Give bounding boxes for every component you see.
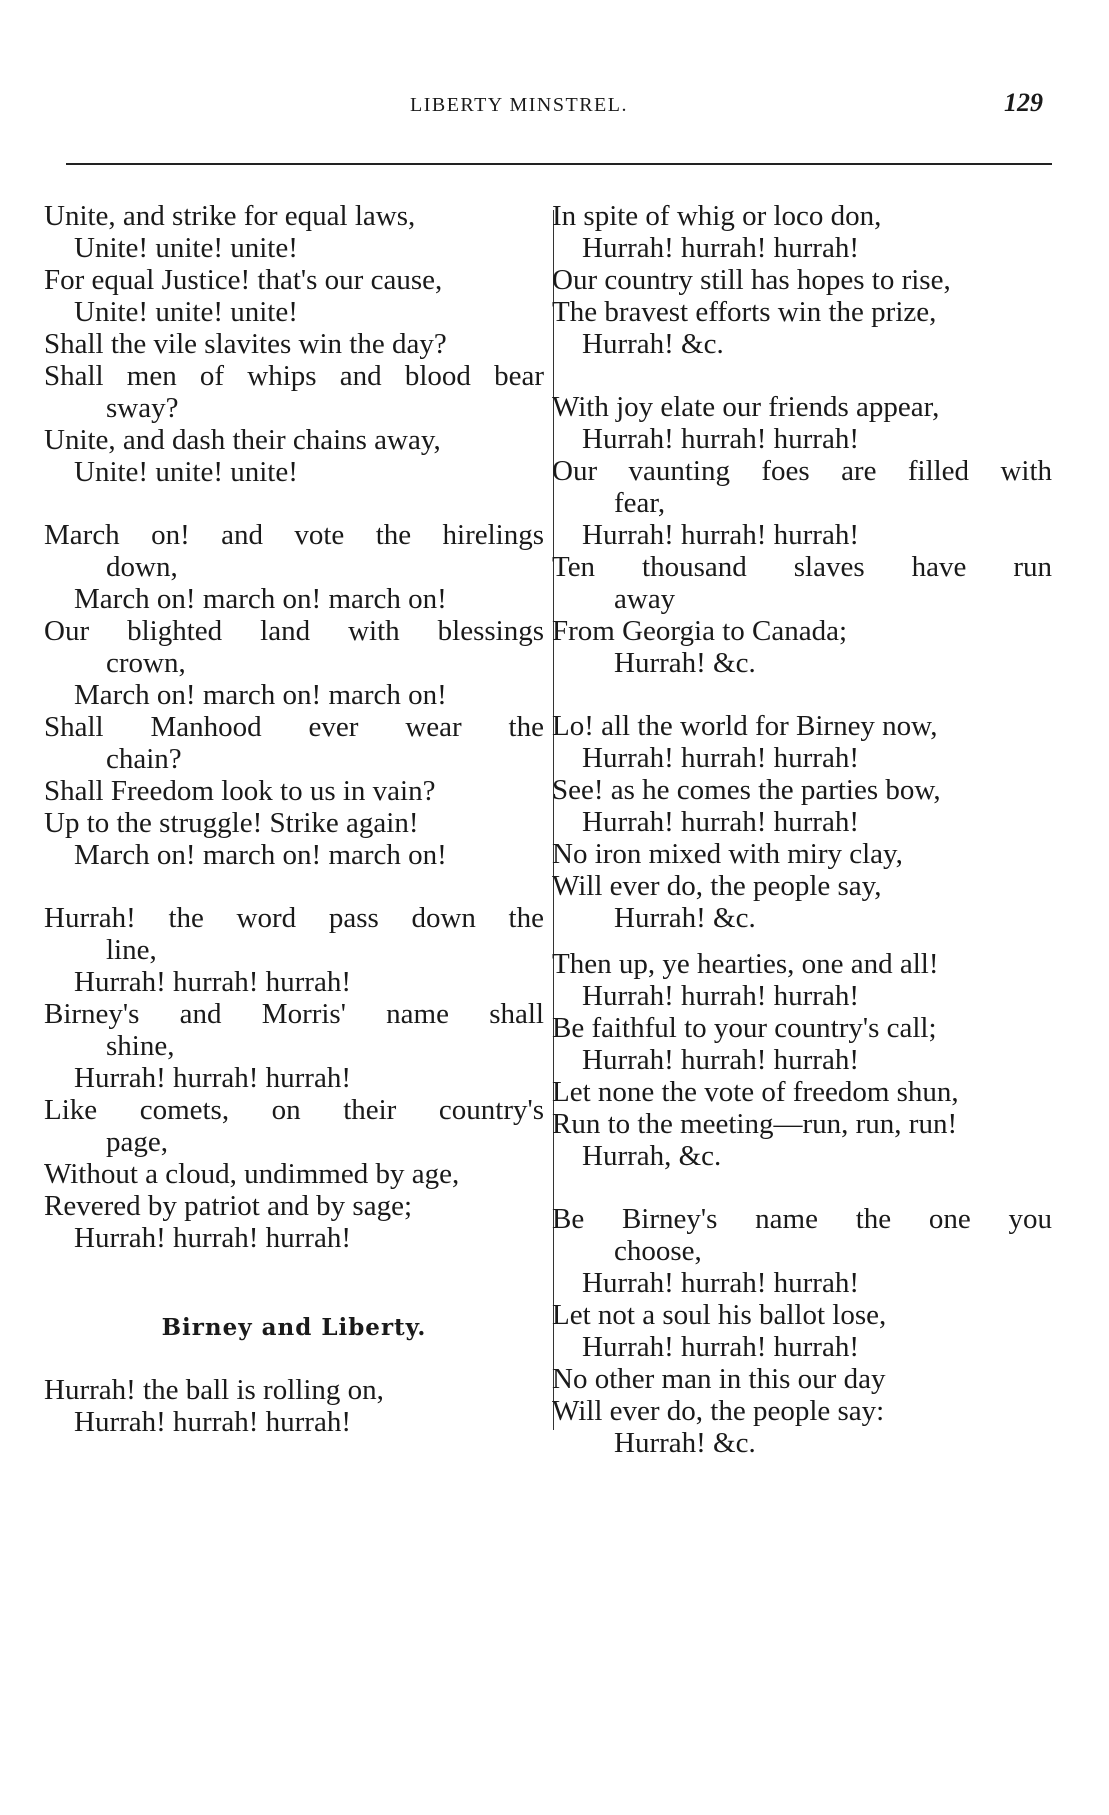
running-title: LIBERTY MINSTREL. [410, 94, 628, 116]
verse-line: page, [106, 1126, 168, 1158]
page-number: 129 [1004, 88, 1043, 117]
verse-line: Hurrah! hurrah! hurrah! [582, 1331, 859, 1363]
verse-line: No other man in this our day [552, 1363, 886, 1395]
stanza [44, 902, 544, 1254]
verse-line: Let not a soul his ballot lose, [552, 1299, 887, 1331]
verse-line: Let none the vote of freedom shun, [552, 1076, 959, 1108]
right-column [552, 200, 1052, 1459]
verse-line: Birney's and Morris' name shall [44, 998, 544, 1030]
left-column [44, 200, 544, 1438]
verse-line: Be Birney's name the one you [552, 1203, 1052, 1235]
verse-line: Will ever do, the people say: [552, 1395, 885, 1427]
verse-line: Unite, and strike for equal laws, [44, 200, 416, 232]
verse-line: March on! march on! march on! [74, 583, 447, 615]
verse-line: Revered by patriot and by sage; [44, 1190, 413, 1222]
verse-line: Like comets, on their country's [44, 1094, 544, 1126]
song-title: Birney and Liberty. [161, 1314, 427, 1341]
stanza [44, 1374, 544, 1438]
stanza [552, 391, 1052, 679]
verse-line: Lo! all the world for Birney now, [552, 710, 938, 742]
verse-line: Shall the vile slavites win the day? [44, 328, 447, 360]
verse-line: away [614, 583, 676, 615]
verse-line: Up to the struggle! Strike again! [44, 807, 419, 839]
verse-line: From Georgia to Canada; [552, 615, 848, 647]
verse-line: Our blighted land with blessings [44, 615, 544, 647]
verse-line: Unite, and dash their chains away, [44, 424, 441, 456]
verse-line: The bravest efforts win the prize, [552, 296, 937, 328]
verse-line: Hurrah! hurrah! hurrah! [582, 806, 859, 838]
verse-line: Then up, ye hearties, one and all! [552, 948, 939, 980]
verse-line: sway? [106, 392, 179, 424]
verse-line: Ten thousand slaves have run [552, 551, 1052, 583]
verse-line: Shall men of whips and blood bear [44, 360, 544, 392]
verse-line: fear, [614, 487, 666, 519]
verse-line: crown, [106, 647, 186, 679]
verse-line: Hurrah! hurrah! hurrah! [582, 519, 859, 551]
verse-line: Hurrah! hurrah! hurrah! [582, 742, 859, 774]
verse-line: In spite of whig or loco don, [552, 200, 882, 232]
verse-line: Hurrah! &c. [582, 328, 724, 360]
verse-line: Hurrah! hurrah! hurrah! [582, 1044, 859, 1076]
verse-line: Our vaunting foes are filled with [552, 455, 1052, 487]
verse-line: With joy elate our friends appear, [552, 391, 940, 423]
verse-line: shine, [106, 1030, 175, 1062]
verse-line: Hurrah! the word pass down the [44, 902, 544, 934]
verse-line: Our country still has hopes to rise, [552, 264, 951, 296]
verse-line: Shall Freedom look to us in vain? [44, 775, 436, 807]
verse-line: Hurrah! hurrah! hurrah! [74, 966, 351, 998]
verse-line: March on! march on! march on! [74, 839, 447, 871]
running-head [0, 88, 1109, 128]
stanza [552, 200, 1052, 360]
verse-line: See! as he comes the parties bow, [552, 774, 941, 806]
stanza [552, 948, 1052, 1172]
verse-line: Without a cloud, undimmed by age, [44, 1158, 460, 1190]
verse-line: Hurrah! hurrah! hurrah! [582, 980, 859, 1012]
verse-line: Run to the meeting—run, run, run! [552, 1108, 958, 1140]
right-stanzas [552, 200, 1052, 1459]
verse-line: Be faithful to your country's call; [552, 1012, 937, 1044]
verse-line: chain? [106, 743, 182, 775]
verse-line: Hurrah, &c. [582, 1140, 722, 1172]
verse-line: Hurrah! hurrah! hurrah! [74, 1406, 351, 1438]
verse-line: Hurrah! &c. [614, 902, 756, 934]
verse-line: line, [106, 934, 157, 966]
stanza [552, 1203, 1052, 1459]
verse-line: down, [106, 551, 178, 583]
verse-line: Will ever do, the people say, [552, 870, 882, 902]
verse-line: Hurrah! &c. [614, 1427, 756, 1459]
verse-line: Unite! unite! unite! [74, 456, 298, 488]
verse-line: Hurrah! hurrah! hurrah! [582, 232, 859, 264]
song-first-stanza [44, 1374, 544, 1438]
stanza [44, 200, 544, 488]
verse-line: No iron mixed with miry clay, [552, 838, 903, 870]
verse-line: Unite! unite! unite! [74, 232, 298, 264]
verse-line: Hurrah! hurrah! hurrah! [74, 1222, 351, 1254]
left-stanzas [44, 200, 544, 1254]
verse-line: Hurrah! hurrah! hurrah! [582, 423, 859, 455]
verse-line: Hurrah! the ball is rolling on, [44, 1374, 384, 1406]
verse-line: For equal Justice! that's our cause, [44, 264, 443, 296]
verse-line: Hurrah! &c. [614, 647, 756, 679]
stanza [552, 710, 1052, 934]
verse-line: Hurrah! hurrah! hurrah! [74, 1062, 351, 1094]
verse-line: choose, [614, 1235, 702, 1267]
verse-line: Hurrah! hurrah! hurrah! [582, 1267, 859, 1299]
verse-line: Unite! unite! unite! [74, 296, 298, 328]
verse-line: Shall Manhood ever wear the [44, 711, 544, 743]
verse-line: March on! march on! march on! [74, 679, 447, 711]
verse-line: March on! and vote the hirelings [44, 519, 544, 551]
stanza [44, 519, 544, 871]
header-rule [66, 163, 1052, 165]
